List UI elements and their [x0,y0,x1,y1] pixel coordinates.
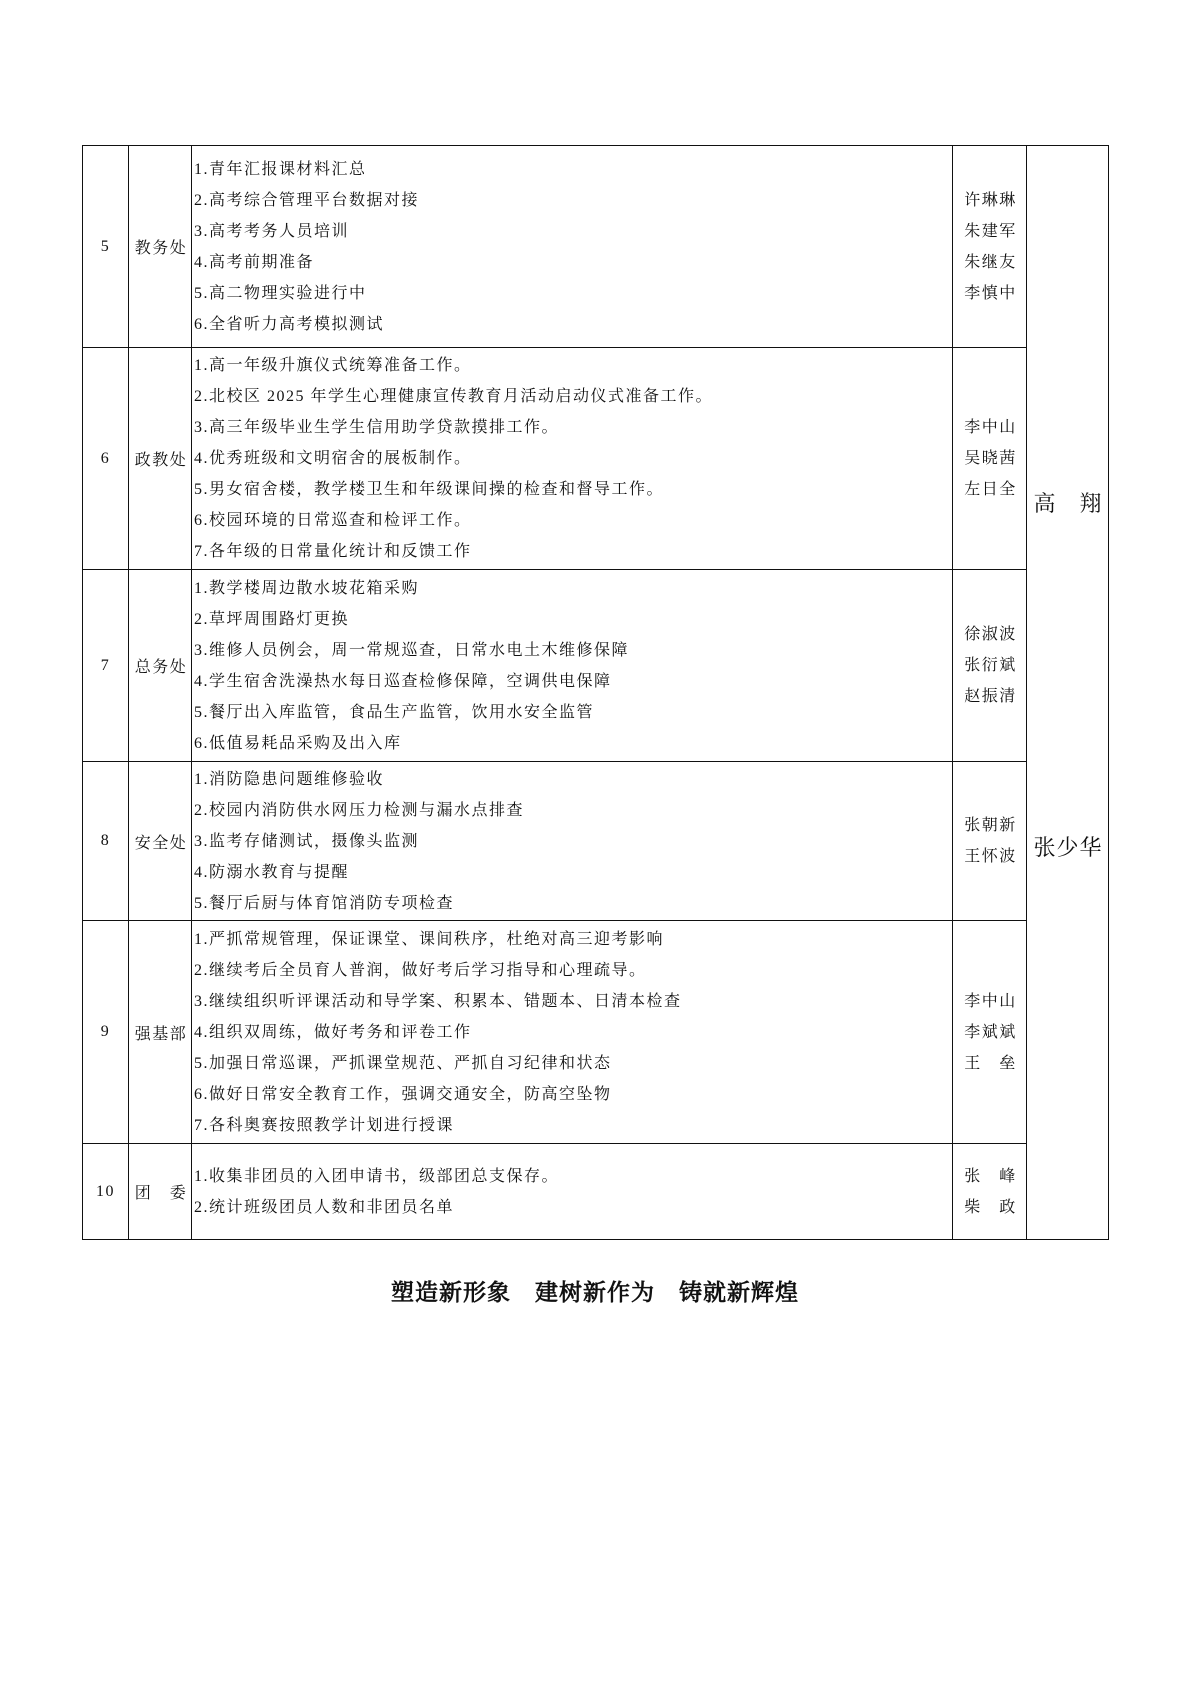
person-name: 朱继友 [964,253,1017,271]
task-item: 5.餐厅后厨与体育馆消防专项检查 [194,894,455,912]
department-cell: 总务处 [129,570,192,762]
task-list [192,570,953,762]
task-item: 6.校园环境的日常巡查和检评工作。 [194,512,472,529]
task-item: 1.青年汇报课材料汇总 [194,160,367,178]
task-item: 2.北校区 2025 年学生心理健康宣传教育月活动启动仪式准备工作。 [194,388,714,405]
person-name: 王怀波 [964,848,1017,865]
person-name: 吴晓茜 [964,450,1017,467]
person-name: 李慎中 [964,284,1017,302]
department-cell: 教务处 [129,146,192,348]
task-item: 2.统计班级团员人数和非团员名单 [194,1198,455,1216]
footer-slogan: 塑造新形象 建树新作为 铸就新辉煌 [391,1280,799,1305]
task-list [192,921,953,1144]
row-number: 10 [83,1144,129,1240]
table-row [83,1144,1109,1240]
responsible-persons [953,1144,1027,1240]
task-item: 6.全省听力高考模拟测试 [194,315,385,333]
task-item: 5.餐厅出入库监管，食品生产监管，饮用水安全监管 [194,703,595,721]
row-number: 9 [83,921,129,1144]
table-row [83,570,1109,762]
responsible-persons [953,348,1027,570]
table-row [83,762,1109,921]
task-item: 1.收集非团员的入团申请书，级部团总支保存。 [194,1167,560,1185]
person-name: 许琳琳 [964,191,1017,209]
department-cell: 团 委 [129,1144,192,1240]
task-item: 3.监考存储测试，摄像头监测 [194,832,420,850]
responsible-persons [953,921,1027,1144]
responsible-persons [953,762,1027,921]
task-item: 1.高一年级升旗仪式统筹准备工作。 [194,357,472,374]
task-item: 2.校园内消防供水网压力检测与漏水点排查 [194,801,525,819]
person-name: 徐淑波 [964,626,1017,643]
work-plan-table-wrapper [82,145,1108,1239]
responsible-persons [953,570,1027,762]
department-cell: 安全处 [129,762,192,921]
task-item: 7.各年级的日常量化统计和反馈工作 [194,543,472,560]
task-item: 1.严抓常规管理，保证课堂、课间秩序，杜绝对高三迎考影响 [194,930,665,948]
person-name: 柴 政 [964,1198,1017,1216]
task-item: 4.高考前期准备 [194,253,315,271]
person-name: 李斌斌 [964,1023,1017,1041]
task-list [192,762,953,921]
task-item: 4.防溺水教育与提醒 [194,863,350,881]
task-item: 5.高二物理实验进行中 [194,284,367,302]
responsible-persons [953,146,1027,348]
task-item: 5.男女宿舍楼，教学楼卫生和年级课间操的检查和督导工作。 [194,481,665,498]
person-name: 李中山 [964,419,1017,436]
person-name: 张 峰 [964,1167,1017,1185]
leader-name: 张少华 [1033,835,1103,860]
person-name: 左日全 [964,481,1017,498]
work-plan-table [82,145,1109,1240]
task-item: 1.教学楼周边散水坡花箱采购 [194,579,420,597]
task-item: 6.做好日常安全教育工作，强调交通安全，防高空坠物 [194,1085,612,1103]
task-item: 7.各科奥赛按照教学计划进行授课 [194,1116,455,1134]
task-item: 1.消防隐患问题维修验收 [194,770,385,788]
task-item: 4.学生宿舍洗澡热水每日巡查检修保障，空调供电保障 [194,672,612,690]
task-item: 2.高考综合管理平台数据对接 [194,191,420,209]
leader-name: 高 翔 [1033,491,1103,516]
row-number: 5 [83,146,129,348]
task-item: 5.加强日常巡课，严抓课堂规范、严抓自习纪律和状态 [194,1054,612,1072]
task-item: 2.继续考后全员育人普润，做好考后学习指导和心理疏导。 [194,961,647,979]
task-list [192,1144,953,1240]
task-item: 3.高三年级毕业生学生信用助学贷款摸排工作。 [194,419,560,436]
row-number: 6 [83,348,129,570]
person-name: 朱建军 [964,222,1017,240]
department-cell: 强基部 [129,921,192,1144]
task-item: 6.低值易耗品采购及出入库 [194,734,402,752]
table-row [83,921,1109,1144]
task-item: 4.组织双周练，做好考务和评卷工作 [194,1023,472,1041]
task-item: 4.优秀班级和文明宿舍的展板制作。 [194,450,472,467]
person-name: 李中山 [964,992,1017,1010]
task-item: 3.维修人员例会，周一常规巡查，日常水电土木维修保障 [194,641,630,659]
table-row [83,348,1109,570]
person-name: 张衍斌 [964,657,1017,674]
person-name: 王 垒 [964,1054,1017,1072]
row-number: 7 [83,570,129,762]
person-name: 张朝新 [964,817,1017,834]
department-cell: 政教处 [129,348,192,570]
person-name: 赵振清 [964,688,1017,705]
leader-column [1027,146,1109,1240]
row-number: 8 [83,762,129,921]
table-row [83,146,1109,348]
task-item: 3.继续组织听评课活动和导学案、积累本、错题本、日清本检查 [194,992,682,1010]
task-list [192,348,953,570]
task-item: 3.高考考务人员培训 [194,222,350,240]
task-item: 2.草坪周围路灯更换 [194,610,350,628]
task-list [192,146,953,348]
